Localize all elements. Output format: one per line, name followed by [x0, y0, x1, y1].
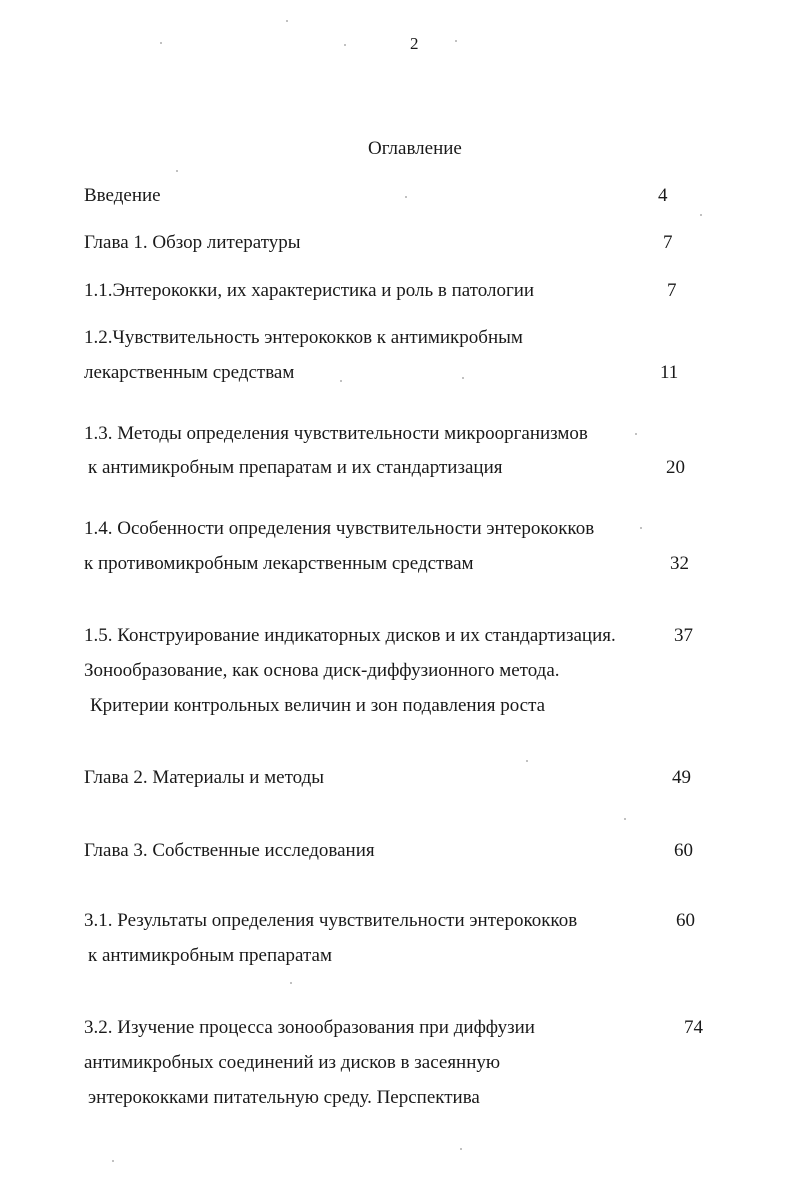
toc-entry-title-line: к противомикробным лекарственным средствам — [84, 553, 474, 574]
toc-entry-page: 60 — [676, 910, 695, 931]
scan-speck — [112, 1160, 114, 1162]
toc-entry-title: 1.1.Энтерококки, их характеристика и роль в патологии — [84, 280, 535, 301]
scan-speck — [160, 42, 162, 44]
toc-heading: Оглавление — [368, 138, 462, 159]
toc-entry-title-line: 1.2.Чувствительность энтерококков к антимикробным — [84, 327, 523, 348]
scan-speck — [462, 377, 464, 379]
toc-entry-title: Глава 3. Собственные исследования — [84, 840, 375, 861]
scan-speck — [176, 170, 178, 172]
toc-entry-title-line: 1.3. Методы определения чувствительности микроорганизмов — [84, 423, 588, 444]
toc-entry-page: 60 — [674, 840, 693, 861]
toc-entry-title: Глава 2. Материалы и методы — [84, 767, 325, 788]
toc-entry-page: 7 — [663, 232, 673, 253]
toc-entry-title-line: 1.4. Особенности определения чувствительности энтерококков — [84, 518, 595, 539]
scan-speck — [526, 760, 528, 762]
toc-entry-title-line: энтерококками питательную среду. Перспектива — [88, 1087, 480, 1108]
scan-speck — [286, 20, 288, 22]
toc-entry-page: 11 — [660, 362, 679, 383]
toc-entry-page: 20 — [666, 457, 685, 478]
toc-entry-page: 32 — [670, 553, 689, 574]
toc-entry-title-line: к антимикробным препаратам и их стандартизация — [88, 457, 503, 478]
toc-entry-title-line: к антимикробным препаратам — [88, 945, 332, 966]
scan-speck — [340, 380, 342, 382]
scan-speck — [405, 196, 407, 198]
scan-speck — [624, 818, 626, 820]
toc-entry-title-line: 3.2. Изучение процесса зонообразования при диффузии — [84, 1017, 535, 1038]
scan-speck — [700, 214, 702, 216]
toc-entry-title-line: 1.5. Конструирование индикаторных дисков и их стандартизация. — [84, 625, 616, 646]
toc-entry-page: 37 — [674, 625, 693, 646]
toc-entry-title-line: 3.1. Результаты определения чувствительности энтерококков — [84, 910, 578, 931]
scan-speck — [290, 982, 292, 984]
toc-entry-title: Глава 1. Обзор литературы — [84, 232, 301, 253]
scan-speck — [635, 433, 637, 435]
toc-entry-page: 74 — [684, 1017, 703, 1038]
toc-entry-title-line: лекарственным средствам — [84, 362, 295, 383]
scan-speck — [460, 1148, 462, 1150]
page-number: 2 — [410, 34, 419, 53]
toc-entry-title-line: Критерии контрольных величин и зон подавления роста — [90, 695, 546, 716]
scan-speck — [344, 44, 346, 46]
toc-entry-title: Введение — [84, 185, 161, 206]
toc-entry-page: 7 — [667, 280, 677, 301]
toc-entry-title-line: Зонообразование, как основа диск-диффузионного метода. — [84, 660, 560, 681]
scan-speck — [455, 40, 457, 42]
scan-speck — [640, 527, 642, 529]
toc-entry-page: 49 — [672, 767, 691, 788]
toc-entry-page: 4 — [658, 185, 668, 206]
toc-entry-title-line: антимикробных соединений из дисков в засеянную — [84, 1052, 501, 1073]
